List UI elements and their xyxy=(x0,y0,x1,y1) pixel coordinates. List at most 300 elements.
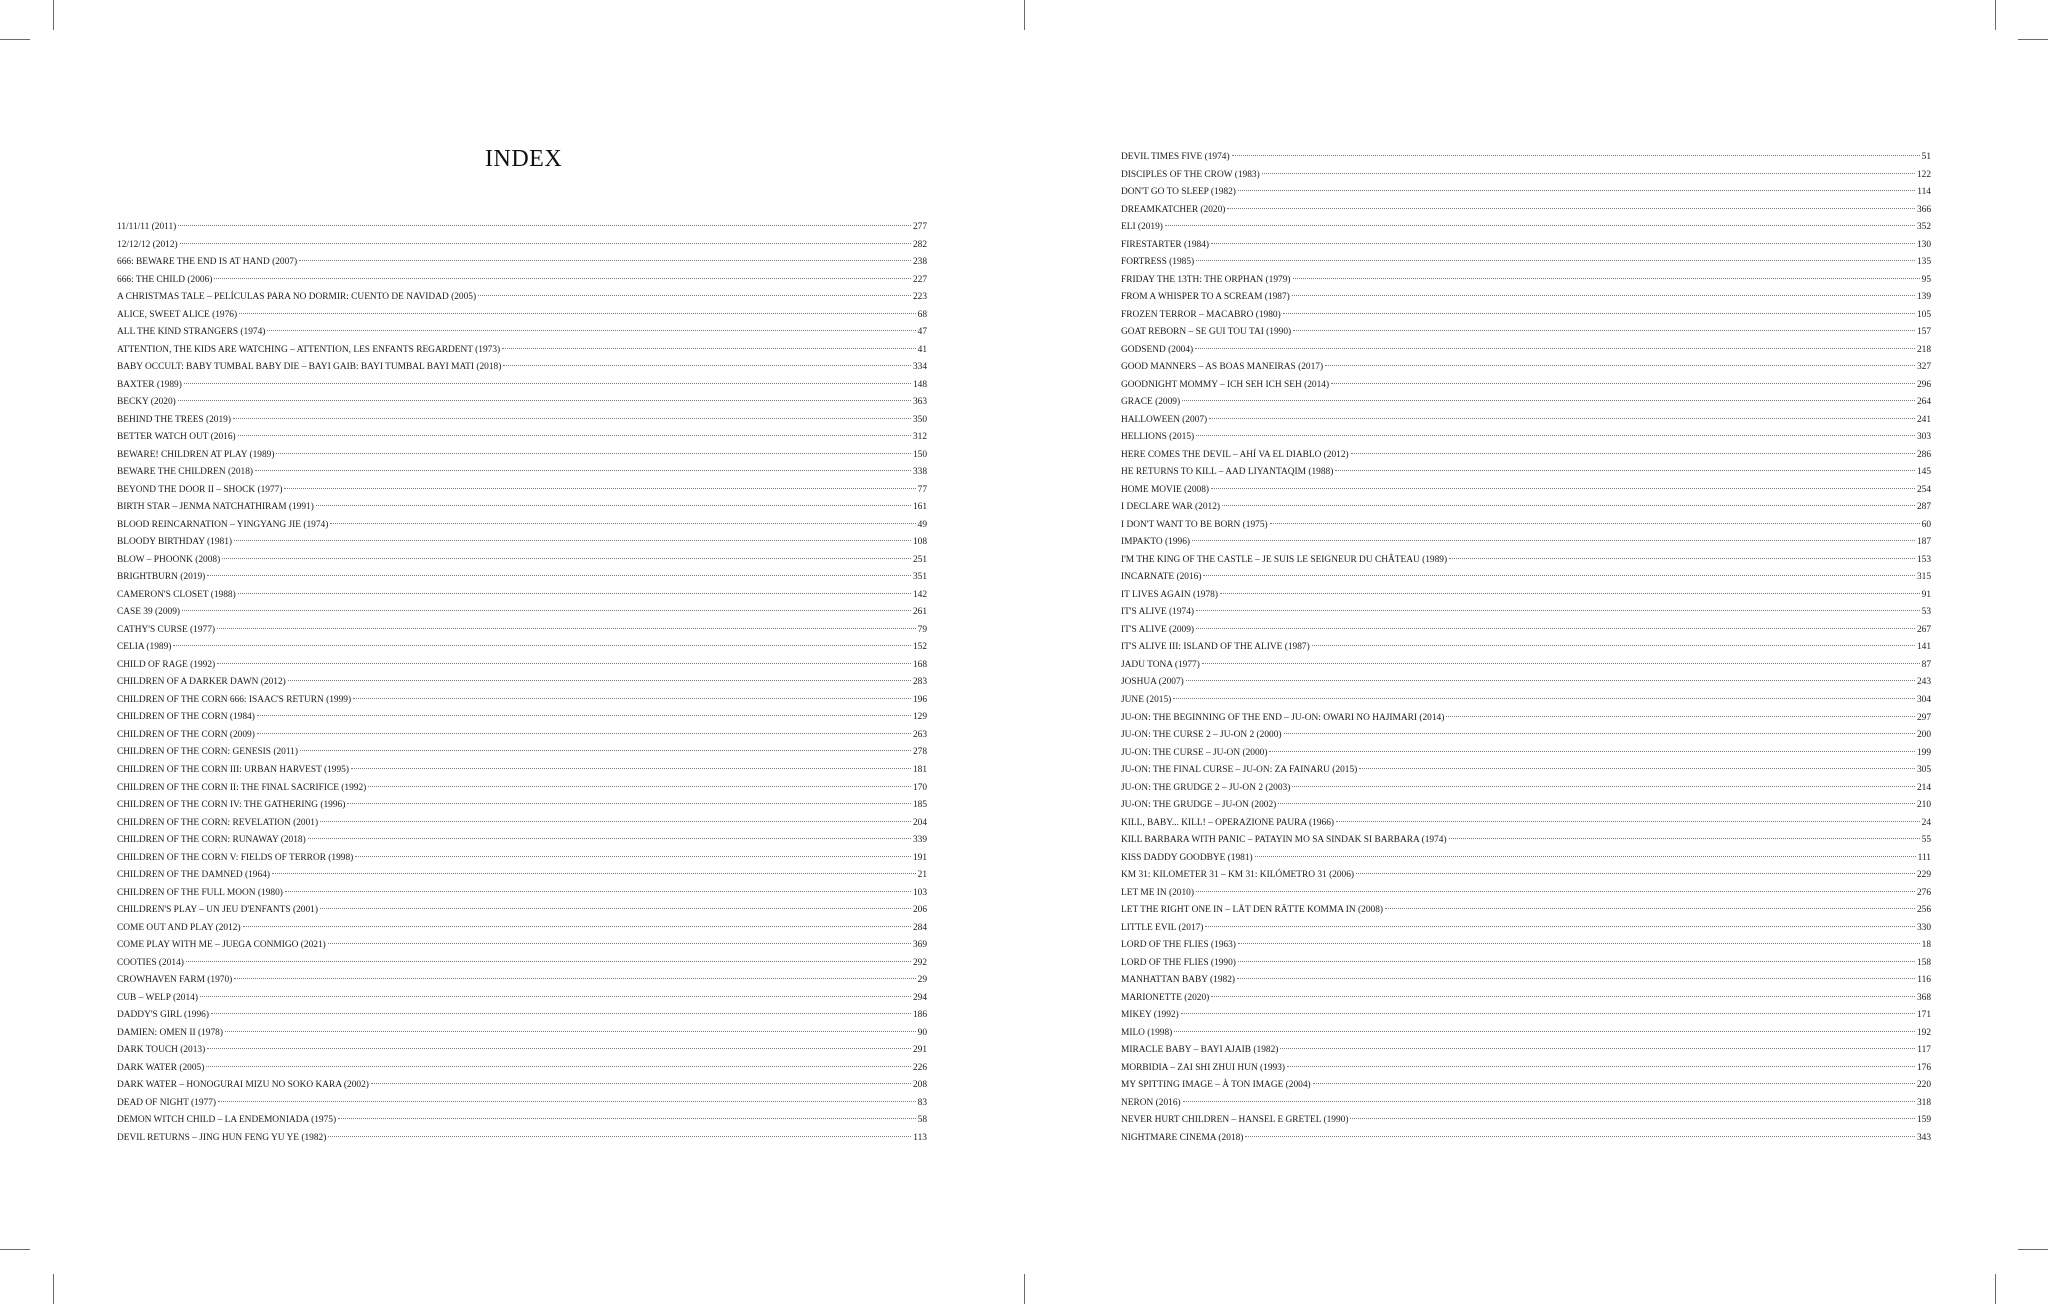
entry-page-number: 254 xyxy=(1916,484,1931,495)
entry-page-number: 226 xyxy=(912,1062,927,1073)
index-entry xyxy=(117,727,927,745)
index-entry xyxy=(117,867,927,885)
dot-leader xyxy=(1186,680,1915,681)
index-entry xyxy=(117,307,927,325)
entry-title: CHILDREN OF THE CORN: REVELATION (2001) xyxy=(117,817,319,828)
entry-title: GOOD MANNERS – AS BOAS MANEIRAS (2017) xyxy=(1121,362,1324,373)
entry-title: BLOW – PHOONK (2008) xyxy=(117,554,221,565)
index-entry xyxy=(117,289,927,307)
crop-mark xyxy=(0,1249,30,1250)
index-entry xyxy=(1121,307,1931,325)
dot-leader xyxy=(1238,943,1920,944)
entry-page-number: 108 xyxy=(912,537,927,548)
index-entry xyxy=(117,394,927,412)
dot-leader xyxy=(214,278,911,279)
entry-title: CHILD OF RAGE (1992) xyxy=(117,659,216,670)
entry-page-number: 303 xyxy=(1916,432,1931,443)
entry-title: DEVIL TIMES FIVE (1974) xyxy=(1121,152,1230,162)
index-entry xyxy=(1121,289,1931,307)
dot-leader xyxy=(1446,716,1915,717)
entry-page-number: 368 xyxy=(1916,992,1931,1003)
crop-mark xyxy=(53,1274,54,1304)
index-entry xyxy=(1121,780,1931,798)
entry-title: BLOODY BIRTHDAY (1981) xyxy=(117,537,233,548)
dot-leader xyxy=(300,750,911,751)
dot-leader xyxy=(316,505,911,506)
dot-leader xyxy=(351,768,911,769)
entry-page-number: 327 xyxy=(1916,362,1931,373)
entry-title: CHILDREN OF THE CORN 666: ISAAC'S RETURN (1999) xyxy=(117,694,352,705)
dot-leader xyxy=(257,733,911,734)
dot-leader xyxy=(1165,225,1915,226)
index-entry xyxy=(1121,1042,1931,1060)
entry-title: IT'S ALIVE (1974) xyxy=(1121,607,1195,618)
entry-page-number: 171 xyxy=(1916,1010,1931,1021)
index-entry xyxy=(1121,1007,1931,1025)
index-entry xyxy=(1121,447,1931,465)
entry-page-number: 60 xyxy=(1921,519,1931,530)
entry-page-number: 170 xyxy=(912,782,927,793)
index-entry xyxy=(1121,815,1931,833)
entry-title: GOAT REBORN – SE GUI TOU TAI (1990) xyxy=(1121,327,1292,338)
index-entry xyxy=(1121,797,1931,815)
entry-title: DEVIL RETURNS – JING HUN FENG YU YE (1982) xyxy=(117,1132,327,1143)
entry-title: COME OUT AND PLAY (2012) xyxy=(117,922,241,933)
index-entry xyxy=(1121,1077,1931,1095)
crop-mark xyxy=(1995,1274,1996,1304)
entry-title: IT'S ALIVE (2009) xyxy=(1121,624,1195,635)
dot-leader xyxy=(328,1136,911,1137)
dot-leader xyxy=(503,365,911,366)
entry-title: IMPAKTO (1996) xyxy=(1121,537,1191,548)
entry-title: BLOOD REINCARNATION – YINGYANG JIE (1974) xyxy=(117,519,329,530)
entry-page-number: 338 xyxy=(912,467,927,478)
entry-page-number: 53 xyxy=(1921,607,1931,618)
index-entry xyxy=(117,937,927,955)
dot-leader xyxy=(207,1048,911,1049)
dot-leader xyxy=(1325,365,1915,366)
entry-page-number: 103 xyxy=(912,887,927,898)
entry-title: BEWARE THE CHILDREN (2018) xyxy=(117,467,254,478)
index-entry xyxy=(117,1042,927,1060)
dot-leader xyxy=(1196,610,1920,611)
dot-leader xyxy=(1335,470,1915,471)
dot-leader xyxy=(1292,295,1915,296)
dot-leader xyxy=(255,470,911,471)
entry-title: MIKEY (1992) xyxy=(1121,1010,1179,1021)
index-entry xyxy=(117,815,927,833)
index-entry xyxy=(1121,342,1931,360)
entry-title: BIRTH STAR – JENMA NATCHATHIRAM (1991) xyxy=(117,502,314,513)
dot-leader xyxy=(1292,786,1915,787)
index-entry xyxy=(117,412,927,430)
index-entry xyxy=(1121,867,1931,885)
dot-leader xyxy=(206,1066,911,1067)
entry-title: A CHRISTMAS TALE – PELÍCULAS PARA NO DORMIR: CUENTO DE NAVIDAD (2005) xyxy=(117,292,477,303)
entry-title: JU-ON: THE GRUDGE 2 – JU-ON 2 (2003) xyxy=(1121,782,1291,793)
index-entry xyxy=(1121,202,1931,220)
entry-page-number: 291 xyxy=(912,1045,927,1056)
entry-page-number: 161 xyxy=(912,502,927,513)
dot-leader xyxy=(1237,978,1915,979)
entry-title: COME PLAY WITH ME – JUEGA CONMIGO (2021) xyxy=(117,940,326,951)
index-entry xyxy=(117,1060,927,1078)
entry-page-number: 68 xyxy=(917,309,927,320)
entry-title: CHILDREN OF THE CORN II: THE FINAL SACRIFICE (1992) xyxy=(117,782,367,793)
index-entry xyxy=(117,1112,927,1130)
crop-mark xyxy=(1024,0,1025,30)
entry-page-number: 229 xyxy=(1916,870,1931,881)
entry-page-number: 90 xyxy=(917,1027,927,1038)
entry-title: GOODNIGHT MOMMY – ICH SEH ICH SEH (2014) xyxy=(1121,379,1330,390)
dot-leader xyxy=(180,243,911,244)
dot-leader xyxy=(368,786,911,787)
index-entry xyxy=(1121,1112,1931,1130)
entry-title: 666: BEWARE THE END IS AT HAND (2007) xyxy=(117,257,298,268)
dot-leader xyxy=(217,628,916,629)
index-entry xyxy=(117,762,927,780)
dot-leader xyxy=(211,1013,911,1014)
entry-page-number: 214 xyxy=(1916,782,1931,793)
index-entry xyxy=(1121,972,1931,990)
crop-mark xyxy=(53,0,54,30)
entry-title: DON'T GO TO SLEEP (1982) xyxy=(1121,187,1236,198)
entry-title: JU-ON: THE CURSE 2 – JU-ON 2 (2000) xyxy=(1121,730,1282,741)
index-entry xyxy=(117,692,927,710)
entry-page-number: 55 xyxy=(1921,835,1931,846)
entry-page-number: 79 xyxy=(917,624,927,635)
dot-leader xyxy=(276,453,910,454)
index-entry xyxy=(117,639,927,657)
dot-leader xyxy=(328,943,911,944)
index-entry xyxy=(117,377,927,395)
entry-page-number: 153 xyxy=(1916,554,1931,565)
entry-title: JU-ON: THE GRUDGE – JU-ON (2002) xyxy=(1121,800,1277,811)
entry-page-number: 286 xyxy=(1916,449,1931,460)
dot-leader xyxy=(1232,155,1920,156)
entry-page-number: 223 xyxy=(912,292,927,303)
entry-title: ELI (2019) xyxy=(1121,222,1163,233)
entry-page-number: 206 xyxy=(912,905,927,916)
dot-leader xyxy=(218,1101,916,1102)
dot-leader xyxy=(178,225,911,226)
entry-page-number: 304 xyxy=(1916,694,1931,705)
entry-page-number: 284 xyxy=(912,922,927,933)
index-entry xyxy=(1121,219,1931,237)
entry-title: BEHIND THE TREES (2019) xyxy=(117,414,231,425)
entry-page-number: 191 xyxy=(912,852,927,863)
dot-leader xyxy=(238,593,911,594)
entry-page-number: 351 xyxy=(912,572,927,583)
entry-title: NEVER HURT CHILDREN – HANSEL E GRETEL (1990) xyxy=(1121,1115,1349,1126)
entry-title: DREAMKATCHER (2020) xyxy=(1121,204,1226,215)
dot-leader xyxy=(1222,505,1915,506)
index-entry xyxy=(117,955,927,973)
dot-leader xyxy=(272,873,916,874)
entry-page-number: 200 xyxy=(1916,730,1931,741)
dot-leader xyxy=(1203,575,1914,576)
dot-leader xyxy=(1270,523,1920,524)
index-entry xyxy=(1121,639,1931,657)
dot-leader xyxy=(1283,313,1915,314)
dot-leader xyxy=(1205,926,1915,927)
index-entry xyxy=(1121,552,1931,570)
index-entry xyxy=(117,569,927,587)
entry-title: CHILDREN OF A DARKER DAWN (2012) xyxy=(117,677,286,688)
entry-page-number: 267 xyxy=(1916,624,1931,635)
dot-leader xyxy=(234,978,915,979)
dot-leader xyxy=(1182,400,1915,401)
entry-page-number: 196 xyxy=(912,694,927,705)
index-entry xyxy=(1121,762,1931,780)
entry-title: CHILDREN OF THE CORN V: FIELDS OF TERROR (1998) xyxy=(117,852,354,863)
dot-leader xyxy=(1280,1048,1915,1049)
entry-page-number: 18 xyxy=(1921,940,1931,951)
page-title: INDEX xyxy=(485,146,563,172)
entry-title: MY SPITTING IMAGE – À TON IMAGE (2004) xyxy=(1121,1080,1311,1091)
entry-title: I'M THE KING OF THE CASTLE – JE SUIS LE SEIGNEUR DU CHÂTEAU (1989) xyxy=(1121,554,1448,565)
index-entry xyxy=(1121,167,1931,185)
entry-title: CHILDREN OF THE DAMNED (1964) xyxy=(117,870,270,881)
entry-title: FROZEN TERROR – MACABRO (1980) xyxy=(1121,309,1281,320)
entry-title: FRIDAY THE 13TH: THE ORPHAN (1979) xyxy=(1121,274,1291,285)
entry-title: KILL, BABY... KILL! – OPERAZIONE PAURA (1966) xyxy=(1121,817,1335,828)
index-entry xyxy=(117,885,927,903)
dot-leader xyxy=(1312,645,1915,646)
entry-page-number: 305 xyxy=(1916,765,1931,776)
index-entry xyxy=(1121,1025,1931,1043)
entry-page-number: 243 xyxy=(1916,677,1931,688)
entry-page-number: 343 xyxy=(1916,1132,1931,1143)
index-entry xyxy=(1121,587,1931,605)
dot-leader xyxy=(207,575,911,576)
entry-title: HE RETURNS TO KILL – AAD LIYANTAQIM (1988) xyxy=(1121,467,1334,478)
dot-leader xyxy=(1195,348,1915,349)
entry-page-number: 294 xyxy=(912,992,927,1003)
dot-leader xyxy=(173,645,911,646)
entry-title: CHILDREN'S PLAY – UN JEU D'ENFANTS (2001) xyxy=(117,905,318,916)
entry-page-number: 150 xyxy=(912,449,927,460)
index-entry xyxy=(117,464,927,482)
dot-leader xyxy=(285,891,911,892)
entry-title: HOME MOVIE (2008) xyxy=(1121,484,1210,495)
entry-title: GODSEND (2004) xyxy=(1121,344,1194,355)
dot-leader xyxy=(1293,278,1920,279)
index-column-right xyxy=(1121,149,1931,1147)
entry-page-number: 220 xyxy=(1916,1080,1931,1091)
dot-leader xyxy=(1351,453,1915,454)
entry-page-number: 312 xyxy=(912,432,927,443)
entry-page-number: 227 xyxy=(912,274,927,285)
dot-leader xyxy=(1331,383,1915,384)
entry-title: HALLOWEEN (2007) xyxy=(1121,414,1208,425)
entry-title: LORD OF THE FLIES (1990) xyxy=(1121,957,1236,968)
index-entry xyxy=(117,534,927,552)
index-entry xyxy=(117,972,927,990)
entry-page-number: 330 xyxy=(1916,922,1931,933)
entry-title: DEAD OF NIGHT (1977) xyxy=(117,1097,217,1108)
entry-page-number: 47 xyxy=(917,327,927,338)
entry-page-number: 204 xyxy=(912,817,927,828)
entry-title: BABY OCCULT: BABY TUMBAL BABY DIE – BAYI GAIB: BAYI TUMBAL BAYI MATI (2018) xyxy=(117,362,502,373)
index-entry xyxy=(1121,674,1931,692)
entry-title: JOSHUA (2007) xyxy=(1121,677,1184,688)
entry-page-number: 278 xyxy=(912,747,927,758)
index-entry xyxy=(1121,1060,1931,1078)
index-entry xyxy=(1121,622,1931,640)
dot-leader xyxy=(186,961,911,962)
index-entry xyxy=(117,552,927,570)
entry-title: LORD OF THE FLIES (1963) xyxy=(1121,940,1236,951)
entry-page-number: 29 xyxy=(917,975,927,986)
entry-title: BEYOND THE DOOR II – SHOCK (1977) xyxy=(117,484,283,495)
entry-title: CAMERON'S CLOSET (1988) xyxy=(117,589,236,600)
index-entry xyxy=(117,674,927,692)
entry-title: FIRESTARTER (1984) xyxy=(1121,239,1210,250)
entry-page-number: 130 xyxy=(1916,239,1931,250)
dot-leader xyxy=(1238,190,1915,191)
entry-page-number: 95 xyxy=(1921,274,1931,285)
entry-page-number: 192 xyxy=(1916,1027,1931,1038)
index-entry xyxy=(117,429,927,447)
index-entry xyxy=(1121,499,1931,517)
index-entry xyxy=(117,850,927,868)
dot-leader xyxy=(1183,1101,1915,1102)
index-entry xyxy=(1121,937,1931,955)
index-entry xyxy=(117,587,927,605)
entry-title: DEMON WITCH CHILD – LA ENDEMONIADA (1975) xyxy=(117,1115,337,1126)
index-entry xyxy=(117,744,927,762)
dot-leader xyxy=(1359,768,1915,769)
dot-leader xyxy=(1196,628,1915,629)
dot-leader xyxy=(1211,243,1915,244)
dot-leader xyxy=(299,260,911,261)
entry-title: DARK TOUCH (2013) xyxy=(117,1045,206,1056)
entry-page-number: 296 xyxy=(1916,379,1931,390)
dot-leader xyxy=(1278,803,1915,804)
dot-leader xyxy=(1255,856,1916,857)
entry-page-number: 157 xyxy=(1916,327,1931,338)
entry-title: CELIA (1989) xyxy=(117,642,172,653)
entry-page-number: 318 xyxy=(1916,1097,1931,1108)
dot-leader xyxy=(257,715,911,716)
index-entry xyxy=(1121,377,1931,395)
dot-leader xyxy=(1262,173,1915,174)
index-entry xyxy=(1121,727,1931,745)
entry-page-number: 83 xyxy=(917,1097,927,1108)
entry-page-number: 315 xyxy=(1916,572,1931,583)
entry-page-number: 261 xyxy=(912,607,927,618)
crop-mark xyxy=(2018,39,2048,40)
dot-leader xyxy=(225,1031,916,1032)
index-entry xyxy=(117,920,927,938)
entry-page-number: 251 xyxy=(912,554,927,565)
entry-title: DADDY'S GIRL (1996) xyxy=(117,1010,209,1021)
dot-leader xyxy=(1211,488,1915,489)
index-entry xyxy=(1121,1130,1931,1148)
entry-page-number: 141 xyxy=(1916,642,1931,653)
dot-leader xyxy=(1192,540,1915,541)
entry-title: HELLIONS (2015) xyxy=(1121,432,1195,443)
dot-leader xyxy=(347,803,911,804)
index-entry xyxy=(1121,657,1931,675)
entry-title: CHILDREN OF THE CORN: RUNAWAY (2018) xyxy=(117,835,306,846)
entry-title: FORTRESS (1985) xyxy=(1121,257,1195,268)
entry-page-number: 114 xyxy=(1917,187,1931,198)
index-entry xyxy=(1121,902,1931,920)
entry-page-number: 117 xyxy=(1917,1045,1931,1056)
dot-leader xyxy=(1293,330,1915,331)
entry-page-number: 339 xyxy=(912,835,927,846)
entry-page-number: 297 xyxy=(1916,712,1931,723)
dot-leader xyxy=(1284,733,1915,734)
index-entry xyxy=(117,1025,927,1043)
index-entry xyxy=(117,780,927,798)
entry-title: JU-ON: THE CURSE – JU-ON (2000) xyxy=(1121,747,1268,758)
entry-title: IT'S ALIVE III: ISLAND OF THE ALIVE (1987) xyxy=(1121,642,1310,653)
dot-leader xyxy=(1336,821,1920,822)
index-entry xyxy=(1121,850,1931,868)
dot-leader xyxy=(288,680,911,681)
entry-title: ALICE, SWEET ALICE (1976) xyxy=(117,309,238,320)
index-entry xyxy=(117,237,927,255)
index-entry xyxy=(117,622,927,640)
entry-title: ALL THE KIND STRANGERS (1974) xyxy=(117,327,266,338)
index-entry xyxy=(117,499,927,517)
dot-leader xyxy=(330,523,915,524)
index-entry xyxy=(1121,517,1931,535)
dot-leader xyxy=(243,926,911,927)
dot-leader xyxy=(238,435,911,436)
index-entry xyxy=(1121,920,1931,938)
index-column-left xyxy=(117,219,927,1147)
index-entry xyxy=(1121,254,1931,272)
dot-leader xyxy=(502,348,915,349)
entry-title: LET THE RIGHT ONE IN – LÅT DEN RÄTTE KOMMA IN (2008) xyxy=(1121,905,1384,916)
dot-leader xyxy=(1356,873,1915,874)
entry-title: CROWHAVEN FARM (1970) xyxy=(117,975,233,986)
index-entry xyxy=(117,219,927,237)
index-entry xyxy=(1121,569,1931,587)
index-entry xyxy=(117,1130,927,1148)
entry-page-number: 292 xyxy=(912,957,927,968)
entry-title: COOTIES (2014) xyxy=(117,957,184,968)
entry-page-number: 241 xyxy=(1916,414,1931,425)
index-entry xyxy=(1121,394,1931,412)
dot-leader xyxy=(1385,908,1915,909)
dot-leader xyxy=(1287,1066,1915,1067)
entry-page-number: 369 xyxy=(912,940,927,951)
entry-page-number: 199 xyxy=(1916,747,1931,758)
entry-page-number: 142 xyxy=(912,589,927,600)
index-entry xyxy=(117,254,927,272)
index-entry xyxy=(1121,149,1931,167)
entry-title: I DECLARE WAR (2012) xyxy=(1121,502,1221,513)
entry-title: INCARNATE (2016) xyxy=(1121,572,1202,583)
index-entry xyxy=(1121,429,1931,447)
index-entry xyxy=(1121,464,1931,482)
entry-page-number: 218 xyxy=(1916,344,1931,355)
entry-page-number: 116 xyxy=(1917,975,1931,986)
dot-leader xyxy=(1196,435,1915,436)
dot-leader xyxy=(1238,961,1915,962)
entry-page-number: 277 xyxy=(912,222,927,232)
dot-leader xyxy=(1313,1083,1915,1084)
entry-page-number: 145 xyxy=(1916,467,1931,478)
dot-leader xyxy=(320,908,911,909)
entry-page-number: 129 xyxy=(912,712,927,723)
entry-title: CUB – WELP (2014) xyxy=(117,992,198,1003)
